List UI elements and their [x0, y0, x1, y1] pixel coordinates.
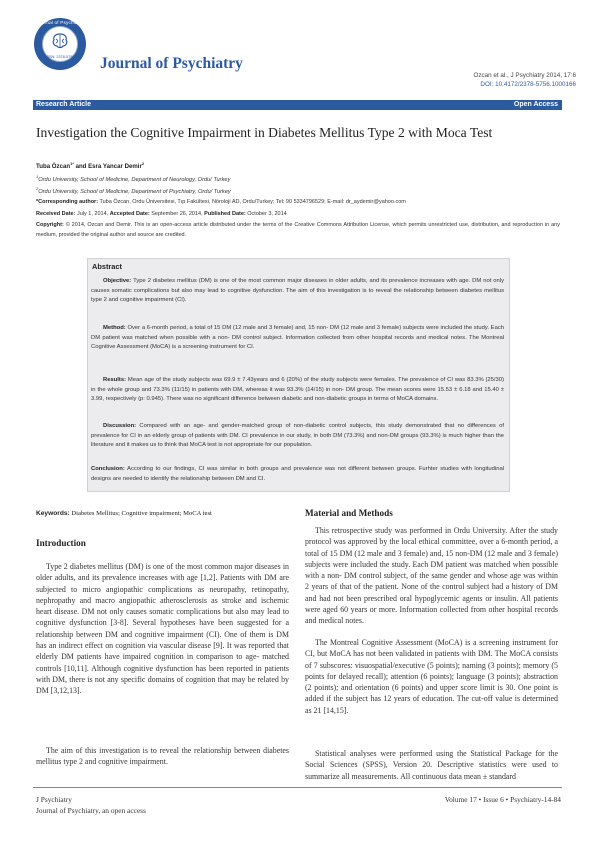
accepted-date: September 26, 2014,: [149, 211, 203, 217]
abstract-results: [91, 376, 504, 405]
footer-left: [36, 795, 146, 816]
author-1: Tuba Özcan: [36, 163, 71, 171]
keywords-label: Keywords:: [36, 510, 70, 517]
affiliation-1-text: Ordu University, School of Medicine, Department of Neurology, Ordu/ Turkey: [38, 176, 231, 183]
conclusion-label: Conclusion:: [91, 466, 125, 472]
logo-ring-text: Journal of Psychiatry: [36, 20, 84, 25]
citation-block: [473, 71, 576, 89]
corresponding-text: Tuba Özcan, Ordu Üniversitesi, Tıp Fakültesi, Nöroloji AD, Ordu/Turkey; Tel: 90 5334796529; E-mail: dr_aydemir@yahoo.com: [98, 199, 406, 205]
affiliation-2-text: Ordu University, School of Medicine, Department of Psychiatry, Ordu/ Turkey: [38, 188, 231, 195]
article-type-band: [33, 100, 562, 110]
keywords-text: Diabetes Mellitus; Cognitive impairment; MoCA test: [69, 510, 212, 517]
results-text: Mean age of the study subjects was 69.9 ± 7.43years and 6 (20%) of the study subjects were females. The prevalence of CI was 83.3% (25/30) in the whole group and 73.3% (11/15) in patients with DM, whereas it was 93.3% (14/15) in non- DM group. The mean scores were 15.53 ± 6.18 and 15.40 ± 3.99, respectively (p: 0.945). There was no significant difference between diabetic and non-diabetic groups in terms of MoCA domains.: [91, 377, 504, 402]
article-dates: [36, 209, 560, 219]
results-label: Results:: [103, 377, 127, 383]
author-2-sup: 2: [141, 161, 145, 166]
affiliation-1-sup: 1: [36, 174, 39, 179]
intro-paragraph-1: Type 2 diabetes mellitus (DM) is one of the most common major diseases in older adults, and its prevalence increases with age [1,2]. Patients with DM are subjected to micro angiopathic complications as neuropathy, retinopathy, nephropathy and macro angiopathic atherosclerosis as stroke and ischemic heart disease. DM not only causes somatic complications but also may lead to cognitive dysfunction [3-8]. Several hypotheses have been suggested for a relationship between DM and cognitive impairment (CI). One of them is DM has an indirect effect on cognition via vascular disease [9]. It was reported that elderly DM patients have impaired cognition in comparison to age- matched controls [10,11]. Although cognitive dysfunction has been reported in patients with DM, there is not any specific domains of cognition that may be related by DM [3,12,13].: [36, 562, 289, 696]
keywords: [36, 510, 212, 517]
published-date: October 3, 2014: [245, 211, 287, 217]
abstract-objective: [91, 277, 504, 306]
affiliation-1: [36, 174, 230, 183]
method-label: Method:: [103, 325, 126, 331]
footer-journal-desc: Journal of Psychiatry, an open access: [36, 805, 146, 815]
accepted-label: Accepted Date:: [109, 211, 150, 217]
objective-label: Objective:: [103, 278, 132, 284]
brain-icon: [50, 31, 70, 51]
methods-paragraph-2: The Montreal Cognitive Assessment (MoCA) is a screening instrument for CI, but MoCA has not been validated in patients with DM. The MoCA consists of 7 subscores: visuospatial/executive (5 points); naming (3 points); memory (5 points for delayed recall); attention (6 points); language (3 points); abstraction (2 points); and orientation (6 points) and upper score limit is 30. One point is added if the subject has 12 years of education. The cut-off value is determined as 21 [14,15].: [305, 638, 558, 715]
received-label: Received Date:: [36, 211, 76, 217]
footer-journal-abbrev: J Psychiatry: [36, 795, 72, 804]
author-1-sup: 1*: [70, 161, 74, 166]
abstract-method: [91, 324, 504, 353]
discussion-text: Compared with an age- and gender-matched group of non-diabetic control subjects, this study demonstrated that no differences of prevalence for CI in an elderly group of patients with DM. CI prevalence in our study, in both DM (73.3%) and non-DM groups (93.3%) is much higher than the literature and it makes us to think that MoCA test is not appropriate for our population.: [91, 423, 504, 448]
footer-volume: Volume 17 • Issue 6 • Psychiatry-14-84: [444, 795, 561, 804]
logo-issn: ISSN: 2378-5756: [45, 55, 75, 59]
author-list: [36, 161, 144, 170]
abstract-discussion: [91, 422, 504, 451]
abstract-heading: Abstract: [92, 262, 122, 271]
copyright-label: Copyright:: [36, 222, 64, 228]
article-title: Investigation the Cognitive Impairment in Diabetes Mellitus Type 2 with Moca Test: [36, 125, 493, 140]
copyright-notice: [36, 220, 560, 240]
methods-heading: Material and Methods: [305, 508, 393, 518]
abstract-conclusion: [91, 465, 504, 484]
discussion-label: Discussion:: [103, 423, 137, 429]
doi-link[interactable]: DOI: 10.4172/2378-5756.1000166: [480, 81, 576, 88]
intro-paragraph-2: The aim of this investigation is to reveal the relationship between diabetes mellitus type 2 and cognitive impairment.: [36, 746, 289, 767]
published-label: Published Date:: [204, 211, 246, 217]
corresponding-author: [36, 197, 560, 207]
methods-paragraph-1: This retrospective study was performed in Ordu University. After the study protocol was approved by the local ethical committee, over a 6-month period, a total of 15 DM (12 male and 3 female) and, 15 non-DM (12 male and 3 female) subjects were included the study. Each DM patient was matched when possible with a non- DM control subject, of the same gender and whose age was within 2 years of that of the patient. None of the control subject had a history of DM and had not been prescribed oral hypoglycemic agents or insulin. All patients were aged 60 years or more. Information collected from other hospital records and medical notes.: [305, 526, 558, 626]
conclusion-text: According to our findings, CI was similar in both groups and prevalence was not different between groups. Furhter studies with longitudinal designs are needed to identify the relationship between DM and CI.: [91, 466, 504, 482]
copyright-text: © 2014, Ozcan and Demir. This is an open-access article distributed under the terms of the Creative Commons Attribution License, which permits unrestricted use, distribution, and reproduction in any medium, provided the original author and source are credited.: [36, 222, 560, 238]
journal-name: Journal of Psychiatry: [100, 55, 243, 72]
footer-rule: [33, 787, 562, 788]
corresponding-label: *Corresponding author:: [36, 199, 99, 205]
author-2: and Esra Yancar Demir: [73, 163, 142, 171]
affiliation-2-sup: 2: [36, 186, 39, 191]
received-date: July 1, 2014,: [75, 211, 109, 217]
method-text: Over a 6-month period, a total of 15 DM (12 male and 3 female) and, 15 non- DM (12 male and 3 female) subjects were included the study. Each DM patient was matched when possible with a non- DM control subject. Information collected from other hospital records and medical notes. The Montreal Cognitive Assessment (MoCA) is a screening instrument for CI.: [91, 325, 504, 350]
methods-paragraph-3: Statistical analyses were performed using the Statistical Package for the Social Sciences (SPSS), Version 20. Descriptive statistics were used to summarize all measurements. All continuous data mean ± standard: [305, 749, 558, 781]
article-type-label: Research Article: [36, 101, 91, 108]
citation-line: Ozcan et al., J Psychiatry 2014, 17:6: [473, 72, 576, 79]
intro-heading: Introduction: [36, 538, 86, 548]
affiliation-2: [36, 186, 231, 195]
objective-text: Type 2 diabetes mellitus (DM) is one of the most common major diseases in older adults, and its prevalence increases with age. DM not only causes somatic complications but also may lead to cognitive dysfunction. The aim of this investigation is to reveal the relationship between diabetes mellitus type 2 and cognitive impairment (CI).: [91, 278, 504, 303]
open-access-label: Open Access: [513, 101, 558, 108]
